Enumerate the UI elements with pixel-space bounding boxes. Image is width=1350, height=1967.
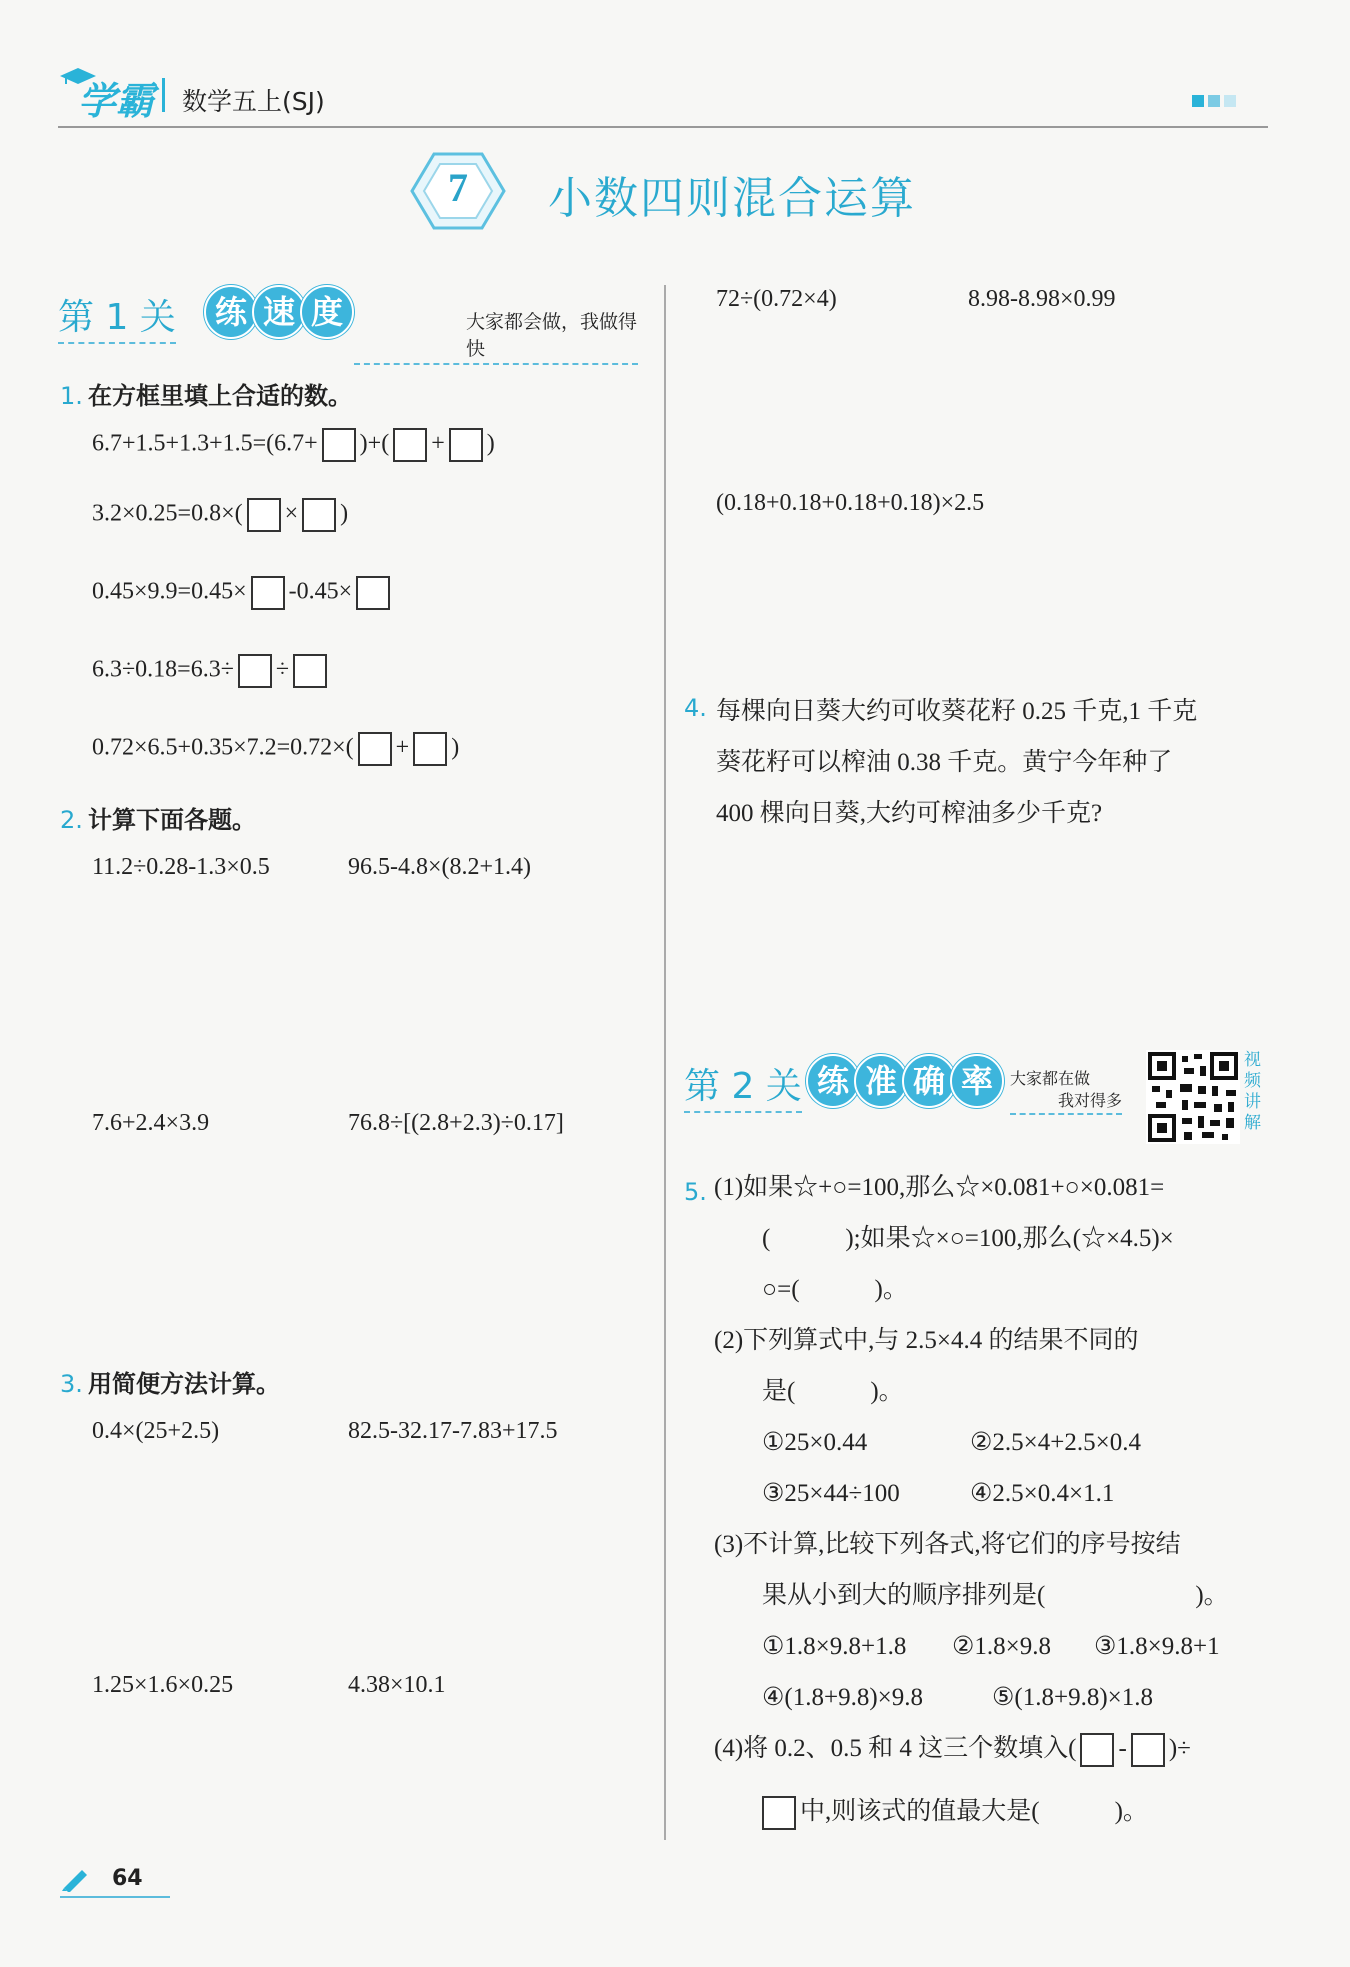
answer-box[interactable] — [413, 732, 447, 766]
chapter-number: 7 — [448, 165, 468, 210]
header — [58, 70, 1268, 128]
qr-code-icon[interactable] — [1146, 1050, 1240, 1144]
level2-label: 第 2 关 — [684, 1058, 802, 1113]
q3-item: 8.98-8.98×0.99 — [968, 286, 1116, 312]
level2-circles — [806, 1054, 998, 1108]
q1-line4: 6.3÷0.18=6.3÷ ÷ — [92, 654, 331, 688]
subject-title: 数学五上(SJ) — [182, 87, 325, 116]
answer-box[interactable] — [302, 498, 336, 532]
level2-char: 确 — [902, 1054, 956, 1108]
q5-p3-option: ②1.8×9.8 — [952, 1633, 1052, 1660]
q3-item: 0.4×(25+2.5) — [92, 1418, 220, 1444]
q3-item: 82.5-32.17-7.83+17.5 — [348, 1418, 558, 1444]
chapter-number-badge — [410, 150, 506, 232]
level2-char: 率 — [950, 1054, 1004, 1108]
level1-label: 第 1 关 — [58, 289, 176, 344]
qr-caption: 视 频 讲 解 — [1244, 1050, 1261, 1133]
q4-line: 葵花籽可以榨油 0.38 千克。黄宁今年种了 — [716, 749, 1173, 776]
q5-p2-option: ③25×44÷100 — [762, 1480, 900, 1507]
q1-heading — [60, 376, 352, 411]
q2-item: 11.2÷0.28-1.3×0.5 — [92, 854, 270, 880]
q5-p3-option: ④(1.8+9.8)×9.8 — [762, 1684, 924, 1711]
q5-p2-option: ①25×0.44 — [762, 1429, 868, 1456]
level1-header — [58, 285, 638, 360]
q5-p1-line3: ○=( )。 — [762, 1276, 908, 1303]
answer-box[interactable] — [238, 654, 272, 688]
level2-slogan-2: 我对得多 — [1010, 1088, 1122, 1115]
q5-p2-option: ②2.5×4+2.5×0.4 — [970, 1429, 1141, 1456]
answer-box[interactable] — [247, 498, 281, 532]
footer — [60, 1864, 170, 1898]
q1-line5: 0.72×6.5+0.35×7.2=0.72×( + ) — [92, 732, 459, 766]
level2-slogan-1: 大家都在做 — [1010, 1069, 1091, 1088]
level2-header — [684, 1048, 1274, 1148]
q1-line1: 6.7+1.5+1.3+1.5=(6.7+ )+( + ) — [92, 428, 495, 462]
answer-box[interactable] — [449, 428, 483, 462]
q3-heading — [60, 1364, 280, 1399]
q4-line: 每棵向日葵大约可收葵花籽 0.25 千克,1 千克 — [716, 698, 1198, 725]
q2-title: 计算下面各题。 — [88, 806, 256, 834]
q3-item: 1.25×1.6×0.25 — [92, 1672, 234, 1698]
level1-char: 度 — [300, 285, 354, 339]
q3-item: 72÷(0.72×4) — [716, 286, 837, 312]
level1-char: 速 — [252, 285, 306, 339]
q5-p4-line2: 中,则该式的值最大是( )。 — [762, 1786, 1148, 1837]
level2-char: 练 — [806, 1054, 860, 1108]
logo-divider — [162, 78, 165, 112]
q5-p2-line2: 是( )。 — [762, 1378, 904, 1405]
column-divider — [664, 285, 666, 1840]
answer-box[interactable] — [358, 732, 392, 766]
answer-box[interactable] — [293, 654, 327, 688]
q2-number: 2. — [60, 806, 83, 834]
q4-text — [716, 686, 1197, 839]
q2-item: 96.5-4.8×(8.2+1.4) — [348, 854, 532, 880]
answer-box[interactable] — [393, 428, 427, 462]
q1-number: 1. — [60, 382, 83, 410]
q3-number: 3. — [60, 1370, 83, 1398]
answer-box[interactable] — [251, 576, 285, 610]
answer-box[interactable] — [356, 576, 390, 610]
q5-p3-line2: 果从小到大的顺序排列是( )。 — [762, 1582, 1229, 1609]
q3-item: (0.18+0.18+0.18+0.18)×2.5 — [716, 490, 985, 516]
level1-slogan: 大家都会做，我做得快 — [354, 307, 638, 365]
q5-p3-option: ⑤(1.8+9.8)×1.8 — [992, 1684, 1154, 1711]
q5-p3-option: ③1.8×9.8+1 — [1094, 1633, 1220, 1660]
chapter-title: 小数四则混合运算 — [548, 173, 916, 224]
q5-p1-line1: (1)如果☆+○=100,那么☆×0.081+○×0.081= — [714, 1174, 1165, 1201]
answer-box[interactable] — [322, 428, 356, 462]
q3-item: 4.38×10.1 — [348, 1672, 446, 1698]
header-decoration — [1192, 92, 1236, 111]
level2-char: 准 — [854, 1054, 908, 1108]
q5-number: 5. — [684, 1178, 707, 1206]
q3-title: 用简便方法计算。 — [88, 1370, 280, 1398]
logo: 学霸 — [78, 79, 155, 123]
q4-number: 4. — [684, 694, 707, 722]
q5-p2-option: ④2.5×0.4×1.1 — [970, 1480, 1115, 1507]
q1-title: 在方框里填上合适的数。 — [88, 382, 352, 410]
level1-circles — [204, 285, 348, 339]
q5-p2-line1: (2)下列算式中,与 2.5×4.4 的结果不同的 — [714, 1327, 1139, 1354]
cap-icon — [58, 66, 98, 86]
answer-box[interactable] — [1080, 1733, 1114, 1767]
answer-box[interactable] — [1131, 1733, 1165, 1767]
q4-line: 400 棵向日葵,大约可榨油多少千克? — [716, 800, 1103, 827]
q5-p3-option: ①1.8×9.8+1.8 — [762, 1633, 907, 1660]
q5-p1-line2: ( );如果☆×○=100,那么(☆×4.5)× — [762, 1225, 1174, 1252]
page-number: 64 — [112, 1866, 143, 1891]
q5-p3-line1: (3)不计算,比较下列各式,将它们的序号按结 — [714, 1531, 1181, 1558]
q2-item: 7.6+2.4×3.9 — [92, 1110, 210, 1136]
q5-p4-line1: (4)将 0.2、0.5 和 4 这三个数填入( - )÷ — [714, 1723, 1191, 1774]
q1-line3: 0.45×9.9=0.45× -0.45× — [92, 576, 394, 610]
q2-item: 76.8÷[(2.8+2.3)÷0.17] — [348, 1110, 564, 1136]
q1-line2: 3.2×0.25=0.8×( × ) — [92, 498, 348, 532]
level1-char: 练 — [204, 285, 258, 339]
answer-box[interactable] — [762, 1796, 796, 1830]
q2-heading — [60, 800, 256, 835]
pencil-icon — [60, 1866, 90, 1896]
